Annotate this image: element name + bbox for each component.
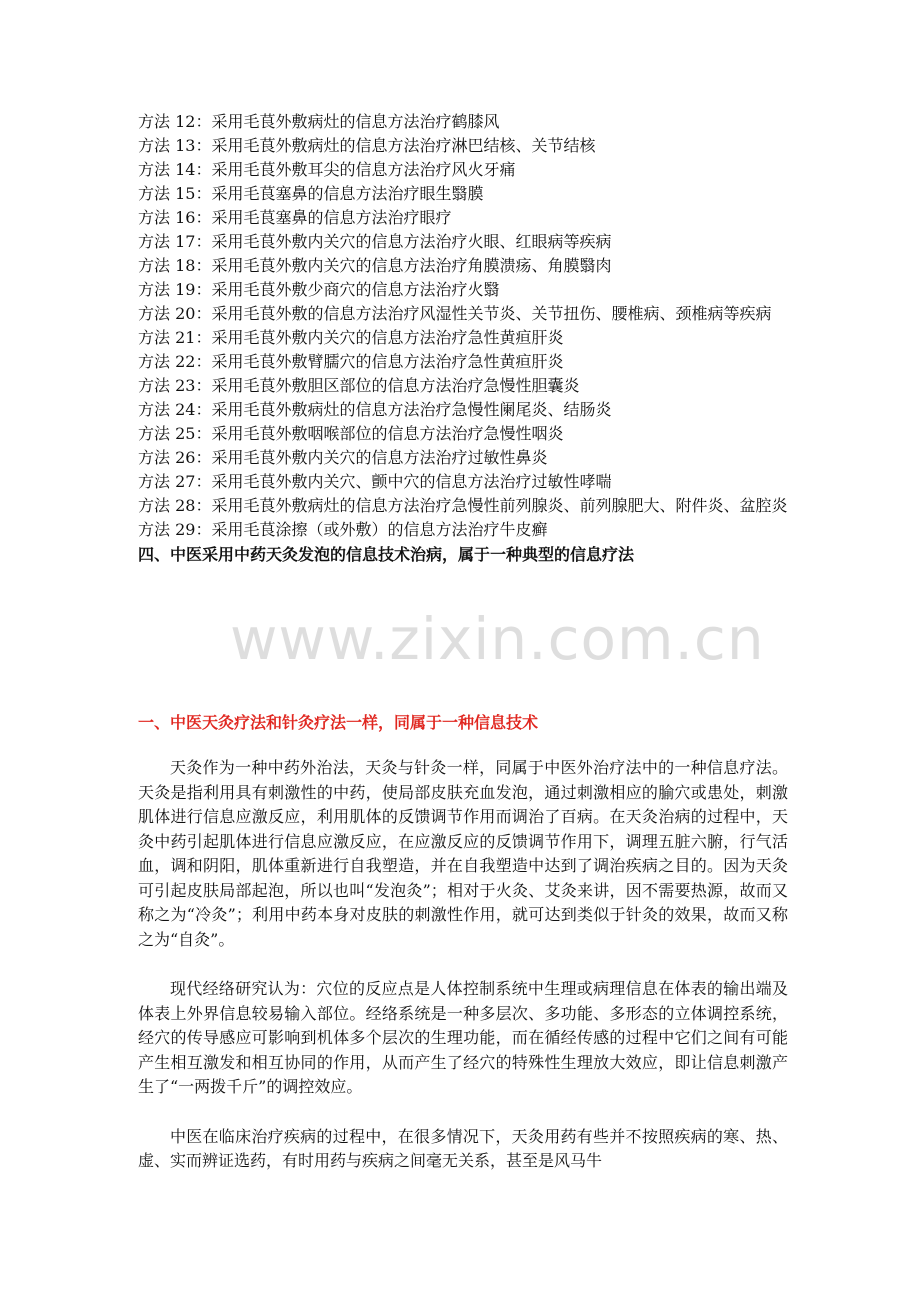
method-item: 方法 19：采用毛茛外敷少商穴的信息方法治疗火翳: [138, 280, 500, 299]
method-item: 方法 20：采用毛茛外敷的信息方法治疗风湿性关节炎、关节扭伤、腰椎病、颈椎病等疾病: [138, 304, 772, 323]
method-item: 方法 18：采用毛茛外敷内关穴的信息方法治疗角膜溃疡、角膜翳肉: [138, 256, 612, 275]
method-list: [138, 110, 788, 542]
method-item: 方法 27：采用毛茛外敷内关穴、颤中穴的信息方法治疗过敏性哮喘: [138, 472, 612, 491]
method-item: 方法 16：采用毛茛塞鼻的信息方法治疗眼疗: [138, 208, 452, 227]
method-item: 方法 21：采用毛茛外敷内关穴的信息方法治疗急性黄疸肝炎: [138, 328, 564, 347]
method-item: 方法 23：采用毛茛外敷胆区部位的信息方法治疗急慢性胆囊炎: [138, 376, 580, 395]
method-item: 方法 12：采用毛茛外敷病灶的信息方法治疗鹤膝风: [138, 112, 500, 131]
section-heading: 四、中医采用中药天灸发泡的信息技术治病，属于一种典型的信息疗法: [138, 545, 635, 564]
watermark: www.zixin.com.cn: [230, 605, 765, 673]
method-item: 方法 26：采用毛茛外敷内关穴的信息方法治疗过敏性鼻炎: [138, 448, 548, 467]
method-item: 方法 17：采用毛茛外敷内关穴的信息方法治疗火眼、红眼病等疾病: [138, 232, 612, 251]
paragraph: 中医在临床治疗疾病的过程中，在很多情况下，天灸用药有些并不按照疾病的寒、热、虚、实而辨证选药，有时用药与疾病之间毫无关系，甚至是风马牛: [138, 1126, 788, 1170]
body-text: [138, 756, 788, 1199]
method-item: 方法 22：采用毛茛外敷臂臑穴的信息方法治疗急性黄疸肝炎: [138, 352, 564, 371]
method-item: 方法 15：采用毛茛塞鼻的信息方法治疗眼生翳膜: [138, 184, 484, 203]
method-item: 方法 24：采用毛茛外敷病灶的信息方法治疗急慢性阑尾炎、结肠炎: [138, 400, 612, 419]
section-title: 一、中医天灸疗法和针灸疗法一样，同属于一种信息技术: [138, 713, 539, 732]
paragraph: 天灸作为一种中药外治法，天灸与针灸一样，同属于中医外治疗法中的一种信息疗法。天灸是指利用具有刺激性的中药，使局部皮肤充血发泡，通过刺激相应的腧穴或患处，刺激肌体进行信息应激反应，利用肌体的反馈调节作用而调治了百病。在天灸治病的过程中，天灸中药引起肌体进行信息应激反应，在应激反应的反馈调节作用下，调理五脏六腑，行气活血，调和阴阳，肌体重新进行自我塑造，并在自我塑造中达到了调治疾病之目的。因为天灸可引起皮肤局部起泡，所以也叫“发泡灸”；相对于火灸、艾灸来讲，因不需要热源，故而又称之为“冷灸”；利用中药本身对皮肤的刺激性作用，就可达到类似于针灸的效果，故而又称之为“自灸”。: [138, 758, 788, 949]
method-item: 方法 28：采用毛茛外敷病灶的信息方法治疗急慢性前列腺炎、前列腺肥大、附件炎、盆腔炎: [138, 496, 788, 515]
paragraph: 现代经络研究认为：穴位的反应点是人体控制系统中生理或病理信息在体表的输出端及体表上外界信息较易输入部位。经络系统是一种多层次、多功能、多形态的立体调控系统，经穴的传导感应可影响到机体多个层次的生理功能，而在循经传感的过程中它们之间有可能产生相互激发和相互协同的作用，从而产生了经穴的特殊性生理放大效应，即让信息刺激产生了“一两拨千斤”的调控效应。: [138, 979, 788, 1096]
method-item: 方法 14：采用毛茛外敷耳尖的信息方法治疗风火牙痛: [138, 160, 516, 179]
method-item: 方法 25：采用毛茛外敷咽喉部位的信息方法治疗急慢性咽炎: [138, 424, 564, 443]
method-section: [138, 110, 788, 568]
method-item: 方法 29：采用毛茛涂擦（或外敷）的信息方法治疗牛皮癣: [138, 520, 548, 539]
method-item: 方法 13：采用毛茛外敷病灶的信息方法治疗淋巴结核、关节结核: [138, 136, 596, 155]
